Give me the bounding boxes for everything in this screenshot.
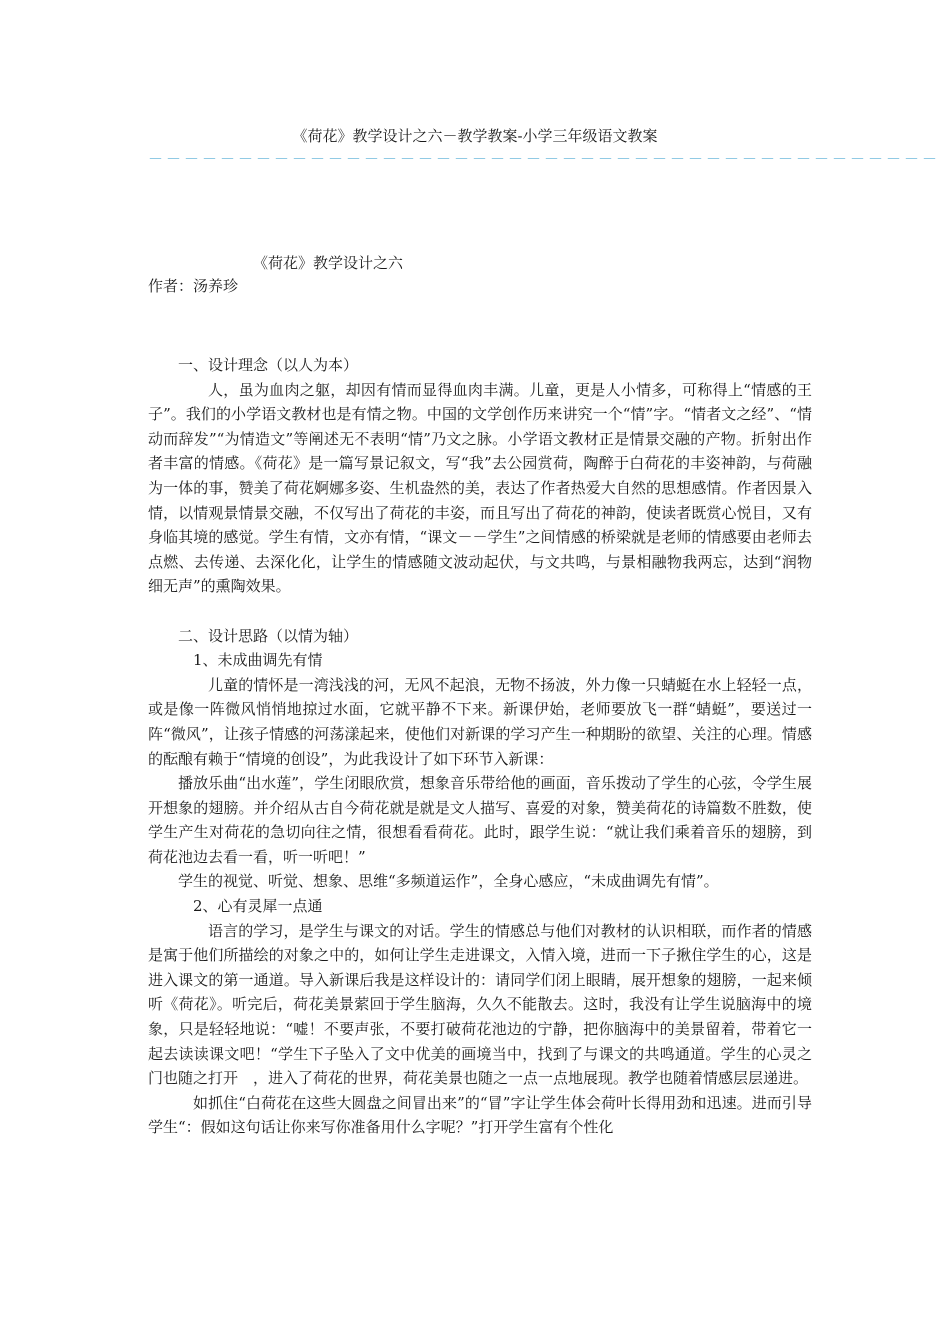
paragraph: 学生的视觉、听觉、想象、思维“多频道运作”，全身心感应，“未成曲调先有情”。 [178, 872, 719, 891]
paragraph: 播放乐曲“出水莲”，学生闭眼欣赏，想象音乐带给他的画面，音乐拨动了学生的心弦，令学生展开想象的翅膀。并介绍从古自今荷花就是就是文人描写、喜爱的对象，赞美荷花的诗篇数不胜数，使学生产生对荷花的急切向往之情，很想看看荷花。此时，跟学生说：“就让我们乘着音乐的翅膀，到荷花池边去看一看，听一听吧！” [148, 774, 812, 866]
paragraph: 语言的学习，是学生与课文的对话。学生的情感总与他们对教材的认识相联，而作者的情感是寓于他们所描绘的对象之中的，如何让学生走进课文，入情入境，进而一下子揪住学生的心，这是进入课文的第一通道。导入新课后我是这样设计的：请同学们闭上眼睛，展开想象的翅膀，一起来倾听《荷花》。听完后，荷花美景萦回于学生脑海，久久不能散去。这时，我没有让学生说脑海中的境象，只是轻轻地说：“嘘！不要声张，不要打破荷花池边的宁静，把你脑海中的美景留着，带着它一起去读读课文吧！“学生下子坠入了文中优美的画境当中，找到了与课文的共鸣通道。学生的心灵之门也随之打开 ，进入了荷花的世界，荷花美景也随之一点一点地展现。教学也随着情感层层递进。 [148, 921, 812, 1088]
paragraph-gap [148, 599, 812, 624]
header-divider: －－－－－－－－－－－－－－－－－－－－－－－－－－－－－－－－－－－－－－－－－－－－ [148, 150, 941, 168]
subsection-heading: 2、心有灵犀一点通 [193, 897, 323, 916]
document-title: 《荷花》教学设计之六 [253, 254, 404, 272]
author-line: 作者：汤养珍 [148, 277, 239, 295]
paragraph: 人，虽为血肉之躯，却因有情而显得血肉丰满。儿童，更是人小情多，可称得上“情感的王子”。我们的小学语文教材也是有情之物。中国的文学创作历来讲究一个“情”字。“情者文之经”、“情动而辞发”“为情造文”等阐述无不表明“情”乃文之脉。小学语文教材正是情景交融的产物。折射出作者丰富的情感。《荷花》是一篇写景记叙文，写“我”去公园赏荷，陶醉于白荷花的丰姿神韵，与荷融为一体的事，赞美了荷花婀娜多姿、生机盎然的美，表达了作者热爱大自然的思想感情。作者因景入情，以情观景情景交融，不仅写出了荷花的丰姿，而且写出了荷花的神韵，使读者既赏心悦目，又有身临其境的感觉。学生有情，文亦有情，“课文－－学生”之间情感的桥梁就是老师的情感要由老师去点燃、去传递、去深化化，让学生的情感随文波动起伏，与文共鸣，与景相融物我两忘，达到“润物细无声”的熏陶效果。 [148, 380, 812, 596]
document-body [148, 353, 812, 1140]
page-header-title: 《荷花》教学设计之六－教学教案-小学三年级语文教案 [292, 127, 658, 145]
subsection-heading: 1、未成曲调先有情 [193, 651, 323, 670]
paragraph: 如抓住“白荷花在这些大圆盘之间冒出来”的“冒”字让学生体会荷叶长得用劲和迅速。进而引导学生“：假如这句话让你来写你准备用什么字呢？”打开学生富有个性化 [148, 1093, 812, 1137]
section-heading: 二、设计思路（以情为轴） [178, 626, 359, 645]
paragraph: 儿童的情怀是一湾浅浅的河，无风不起浪，无物不扬波，外力像一只蜻蜓在水上轻轻一点，或是像一阵微风悄悄地掠过水面，它就平静不下来。新课伊始，老师要放飞一群“蜻蜓”，要送过一阵“微风”，让孩子情感的河荡漾起来，使他们对新课的学习产生一种期盼的欲望、关注的心理。情感的酝酿有赖于“情境的创设”，为此我设计了如下环节入新课： [148, 675, 812, 768]
section-heading: 一、设计理念（以人为本） [178, 356, 359, 374]
